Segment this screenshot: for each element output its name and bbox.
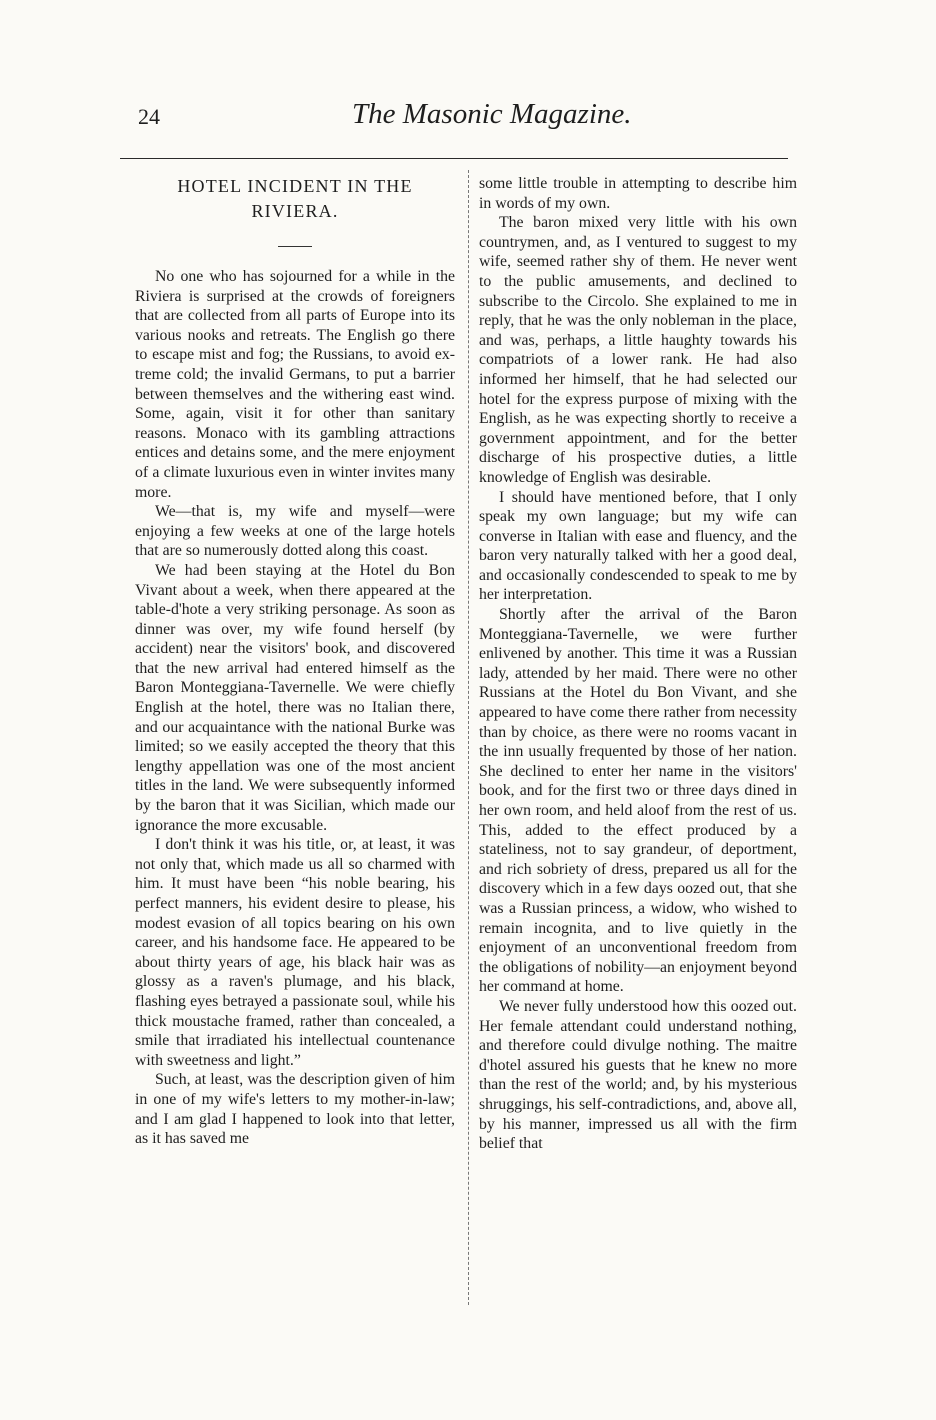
paragraph: We never fully understood how this oozed out. Her female attendant could understand nothing, and therefore could divulge nothing. The maitre d'hotel assured his guests that he knew no more than the rest of the world; and, by his mysterious shruggings, his self-contradictions, and, above all, by his manner, impressed us all with the firm belief that <box>479 997 797 1153</box>
paragraph: Shortly after the arrival of the Baron Monteggiana-Tavernelle, we were further enlivened by another. This time it was a Russian lady, attended by her maid. There were no other Russians at the Hotel du Bon Vivant, and she appeared to have come there rather from necessity than by choice, as there were no rooms vacant in the inn usually frequented by those of her nation. She declined to enter her name in the visitors' book, and for the first two or three days dined in her own room, and held aloof from the rest of us. This, added to the effect produced by a stateliness, not to say grandeur, of deportment, and rich sobriety of dress, prepared us all for the discovery which in a few days oozed out, that she was a Russian princess, a widow, who wished to remain incognita, and to live quietly in the enjoyment of an unconventional freedom from the obligations of nobility—an enjoyment beyond her command at home. <box>479 606 797 996</box>
title-rule <box>278 246 312 247</box>
paragraph: The baron mixed very little with his own countrymen, and, as I ventured to suggest to my wife, seemed rather shy of them. He never went to the public amusements, and declined to subscribe to the Circolo. She explained to me in reply, that he was the only nobleman in the place, and was, perhaps, a little haughty towards his compatriots of a lower rank. He had also informed her himself, that he had selected our hotel for the express purpose of mixing with the English, as he was expecting shortly to receive a government appointment, and for the better discharge of his prospective duties, a little knowledge of English was desirable. <box>479 214 797 486</box>
paragraph: No one who has sojourned for a while in the Riviera is surprised at the crowds of foreigners that are collected from all parts of Europe into its various nooks and retreats. The English go there to escape mist and fog; the Russians, to avoid extreme cold; the invalid Germans, to put a barrier between themselves and the withering east wind. Some, again, visit it for other than sanitary reasons. Monaco with its gambling attractions entices and detains some, and the mere enjoyment of a climate luxurious even in winter invites many more. <box>135 268 455 501</box>
right-column <box>479 174 797 1154</box>
paragraph: I should have mentioned before, that I only speak my own language; but my wife can converse in Italian with ease and fluency, and the baron very naturally talked with her a good deal, and occasionally condescended to speak to me by her interpretation. <box>479 488 797 604</box>
article-title: HOTEL INCIDENT IN THE RIVIERA. <box>177 176 413 221</box>
page-header <box>0 84 936 134</box>
left-column <box>135 174 455 1149</box>
header-rule <box>120 158 788 159</box>
running-title: The Masonic Magazine. <box>352 98 632 130</box>
paragraph: We—that is, my wife and myself—were enjoying a few weeks at one of the large hotels that are so numerously dotted along this coast. <box>135 503 455 560</box>
paragraph-continuation: some little trouble in attempting to describe him in words of my own. <box>479 175 797 212</box>
paragraph: I don't think it was his title, or, at least, it was not only that, which made us all so charmed with him. It must have been “his noble bearing, his perfect manners, his evident desire to please, his modest evasion of all topics bearing on his own career, and his handsome face. He appeared to be about thirty years of age, his black hair was as glossy as a raven's plumage, and his black, flashing eyes betrayed a passionate soul, while his thick moustache framed, rather than concealed, a smile that irradiated his intellectual countenance with sweetness and light.” <box>135 836 455 1069</box>
paragraph: Such, at least, was the description given of him in one of my wife's letters to my mother-in-law; and I am glad I happened to look into that letter, as it has saved me <box>135 1071 455 1148</box>
column-divider <box>468 170 469 1305</box>
paragraph: We had been staying at the Hotel du Bon Vivant about a week, when there appeared at the table-d'hote a very striking personage. As soon as dinner was over, my wife found herself (by accident) near the visitors' book, and discovered that the new arrival had entered himself as the Baron Monteggiana-Tavernelle. We were chiefly English at the hotel, there was no Italian there, and our acquaintance with the national Burke was limited; so we easily accepted the theory that this lengthy appellation was one of the most ancient titles in the land. We were subsequently informed by the baron that it was Sicilian, which made our ignorance the more excusable. <box>135 561 455 834</box>
page-number: 24 <box>138 104 160 129</box>
